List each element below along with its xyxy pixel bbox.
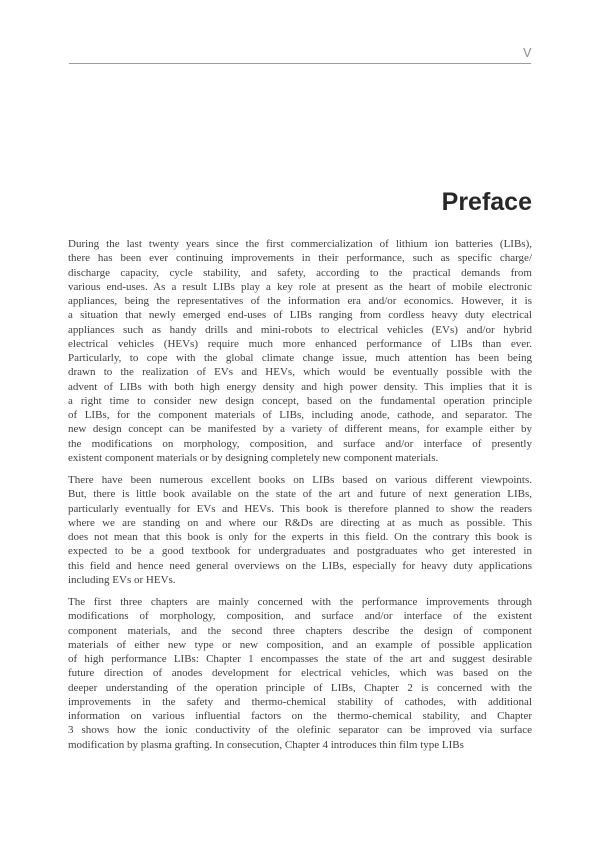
paragraph-line: of LIBs, for the component materials of LIBs, including anode, cathode, and separator. The (68, 409, 532, 421)
paragraph-line: The first three chapters are mainly concerned with the performance improvements through (68, 596, 532, 608)
paragraph-line: electrical vehicles (HEVs) require much more enhanced performance of LIBs than ever. (68, 337, 532, 350)
paragraph-line: modification by plasma grafting. In consecution, Chapter 4 introduces thin film type LIBs (68, 738, 464, 751)
paragraph-line: new design concept can be manifested by a variety of different means, for example either by (68, 423, 532, 436)
paragraph-line: the modifications on morphology, composition, and surface and/or interface of presently (68, 437, 532, 450)
paragraph-line: Particularly, to cope with the global climate change issue, much attention has been being (68, 352, 532, 364)
header-rule (69, 63, 531, 64)
paragraph-line: During the last twenty years since the first commercialization of lithium ion batteries (LIBs), (68, 238, 532, 250)
paragraph-line: this field and hence need general overviews on the LIBs, especially for heavy duty applications (68, 559, 532, 572)
paragraph-line: materials of either new type or new composition, and an example of possible application (68, 638, 532, 651)
page-number: V (523, 46, 532, 60)
paragraph-line: a situation that newly emerged end-uses of LIBs ranging from cordless heavy duty electrical (68, 309, 532, 322)
paragraph-line: various end-uses. As a result LIBs play a key role at present as the heart of mobile electronic (68, 280, 532, 293)
preface-paragraph (68, 473, 532, 587)
paragraph-line: drawn to the realization of EVs and HEVs, which would be eventually possible with the (68, 366, 532, 379)
paragraph-line: advent of LIBs with both high energy density and high power density. This implies that it is (68, 380, 532, 393)
paragraph-line: deeper understanding of the operation principle of LIBs, Chapter 2 is concerned with the (68, 681, 532, 694)
page-title: Preface (441, 188, 532, 216)
paragraph-line: information on various influential factors on the thermo-chemical stability, and Chapter (68, 710, 532, 722)
paragraph-line: a right time to consider new design concept, based on the fundamental operation principle (68, 394, 532, 407)
paragraph-line: But, there is little book available on the state of the art and future of next generation LIBs, (68, 488, 532, 501)
paragraph-line: of high performance LIBs: Chapter 1 encompasses the state of the art and suggest desirable (68, 653, 532, 665)
paragraph-line: expected to be a good textbook for undergraduates and postgraduates who get interested in (68, 545, 532, 558)
preface-paragraph (68, 595, 532, 752)
paragraph-line: there has been ever continuing improvements in their performance, such as specific charge/ (68, 252, 532, 265)
paragraph-line: 3 shows how the ionic conductivity of the olefinic separator can be improved via surface (68, 724, 532, 737)
paragraph-line: component materials, and the second three chapters describe the design of component (68, 624, 532, 637)
paragraph-line: particularly eventually for EVs and HEVs. This book is therefore planned to show the readers (68, 502, 532, 515)
paragraph-line: where we are standing on and where our R&Ds are directing at as much as possible. This (68, 516, 532, 529)
preface-paragraph (68, 237, 532, 465)
paragraph-line: including EVs or HEVs. (68, 573, 176, 586)
paragraph-line: modifications of morphology, composition, and surface and/or interface of the existent (68, 610, 532, 623)
paragraph-line: existent component materials or by designing completely new component materials. (68, 451, 439, 464)
paragraph-line: future direction of anodes development for electrical vehicles, which was based on the (68, 667, 532, 680)
paragraph-line: does not mean that this book is only for the experts in this field. On the contrary this book is (68, 531, 532, 543)
preface-body (68, 237, 532, 760)
paragraph-line: There have been numerous excellent books on LIBs based on various different viewpoints. (68, 474, 532, 486)
paragraph-line: discharge capacity, cycle stability, and safety, according to the practical demands from (68, 266, 532, 279)
paragraph-line: appliances such as handy drills and mini-robots to electrical vehicles (EVs) and/or hybrid (68, 323, 532, 336)
paragraph-line: appliances, being the representatives of the information era and/or economics. However, it is (68, 295, 532, 307)
paragraph-line: improvements in the safety and thermo-chemical stability of cathodes, with additional (68, 695, 532, 708)
